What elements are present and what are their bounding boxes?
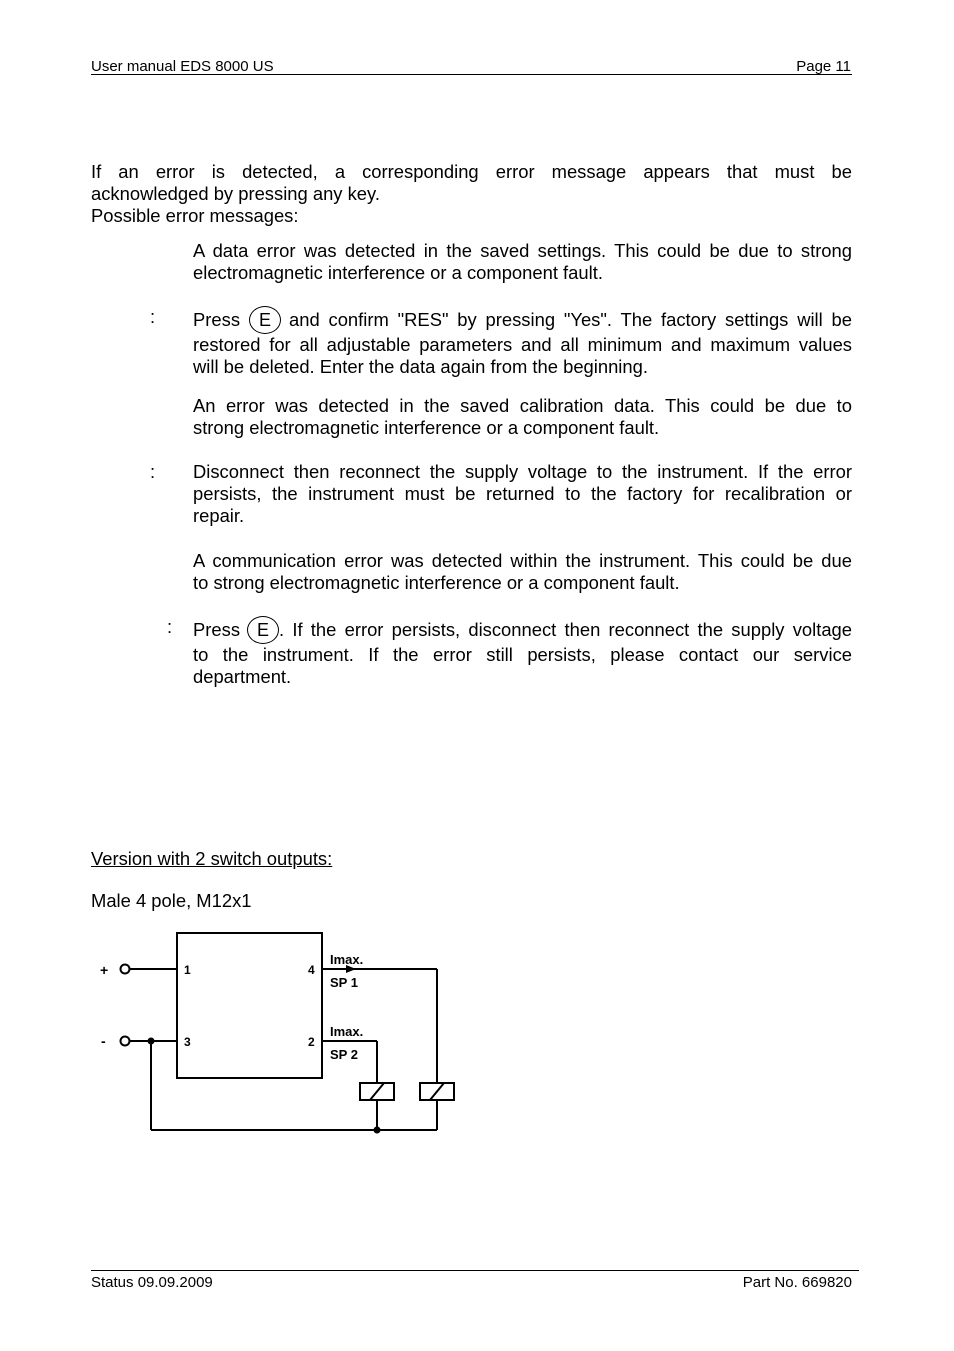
imax-2-label: Imax. bbox=[330, 1024, 364, 1039]
e-key-icon: E bbox=[247, 616, 279, 644]
error-2-remedy-colon: : bbox=[150, 461, 156, 482]
error-3-remedy-colon: : bbox=[167, 616, 173, 637]
sp-1-label: SP 1 bbox=[330, 975, 358, 990]
error-3-press-label: Press bbox=[193, 619, 241, 640]
footer-status: Status 09.09.2009 bbox=[91, 1274, 213, 1291]
e-key-icon: E bbox=[249, 306, 281, 334]
connector-label: Male 4 pole, M12x1 bbox=[91, 890, 252, 911]
terminal-minus-icon bbox=[121, 1037, 130, 1046]
error-3-description-line-1: A communication error was detected within the instrument. This could be due bbox=[193, 550, 852, 571]
imax-1-label: Imax. bbox=[330, 952, 364, 967]
sp-2-label: SP 2 bbox=[330, 1047, 358, 1062]
pin-2-label: 2 bbox=[308, 1035, 315, 1049]
version-heading: Version with 2 switch outputs: bbox=[91, 848, 333, 869]
intro-line-3: Possible error messages: bbox=[91, 205, 299, 226]
header-page-number: Page 11 bbox=[796, 58, 851, 75]
error-3-description-line-2: to strong electromagnetic interference or a component fault. bbox=[193, 572, 680, 594]
error-1-press-label: Press bbox=[193, 309, 241, 330]
error-3-remedy-line-3: department. bbox=[193, 666, 292, 688]
error-2-remedy-line-2: persists, the instrument must be returned to the factory for recalibration or bbox=[193, 483, 852, 505]
error-1-description-line-1: A data error was detected in the saved settings. This could be due to strong bbox=[193, 240, 852, 261]
plus-label: + bbox=[100, 962, 109, 978]
error-3-remedy-first-line: . If the error persists, disconnect then reconnect the supply voltage bbox=[279, 619, 852, 640]
load-sp2-slash bbox=[370, 1083, 384, 1100]
error-1-remedy-first-line: and confirm "RES" by pressing "Yes". The factory settings will be bbox=[289, 309, 852, 330]
error-2-description-line-2: strong electromagnetic interference or a component fault. bbox=[193, 417, 660, 439]
connector-box bbox=[177, 933, 322, 1078]
intro-line-1: If an error is detected, a corresponding error message appears that must be bbox=[91, 161, 852, 182]
junction-dot bbox=[374, 1127, 381, 1134]
error-2-remedy-line-1: Disconnect then reconnect the supply voltage to the instrument. If the error bbox=[193, 461, 852, 482]
error-1-description-line-2: electromagnetic interference or a component fault. bbox=[193, 262, 603, 284]
intro-line-2: acknowledged by pressing any key. bbox=[91, 183, 380, 204]
minus-label: - bbox=[101, 1033, 106, 1049]
error-1-remedy-line-2: restored for all adjustable parameters and all minimum and maximum values bbox=[193, 334, 852, 355]
junction-dot bbox=[148, 1038, 155, 1045]
error-2-description-line-1: An error was detected in the saved calibration data. This could be due to bbox=[193, 395, 852, 416]
pin-4-label: 4 bbox=[308, 963, 315, 977]
pin-3-label: 3 bbox=[184, 1035, 191, 1049]
pin-1-label: 1 bbox=[184, 963, 191, 977]
terminal-plus-icon bbox=[121, 965, 130, 974]
error-2-remedy-line-3: repair. bbox=[193, 505, 245, 527]
error-1-remedy-colon: : bbox=[150, 306, 156, 327]
header-title: User manual EDS 8000 US bbox=[91, 58, 274, 75]
error-1-remedy-line-3: will be deleted. Enter the data again from the beginning. bbox=[193, 356, 648, 378]
footer-rule bbox=[91, 1270, 859, 1271]
load-sp1-slash bbox=[430, 1083, 444, 1100]
error-3-remedy-line-2: to the instrument. If the error still persists, please contact our service bbox=[193, 644, 852, 665]
footer-part-number: Part No. 669820 bbox=[742, 1274, 852, 1291]
